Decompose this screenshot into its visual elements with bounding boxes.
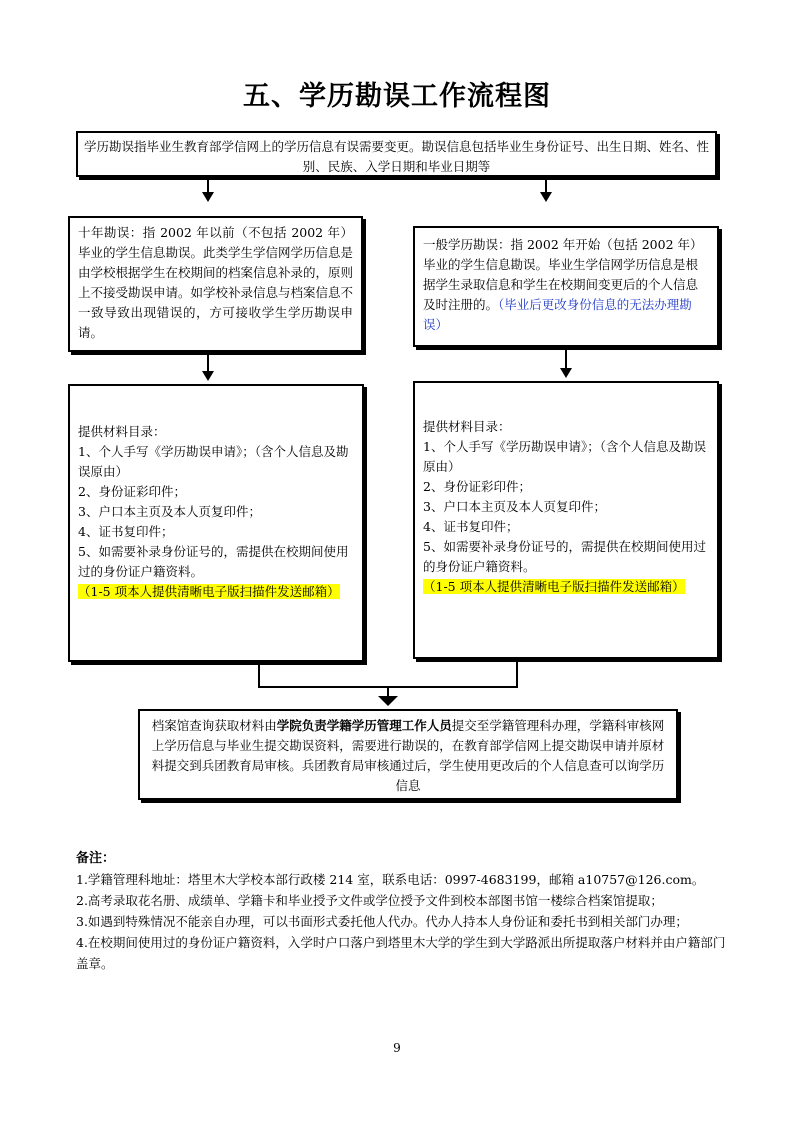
note-item: 4.在校期间使用过的身份证户籍资料，入学时户口落户到塔里木大学的学生到大学路派出所提取落户材料并由户籍部门盖章。	[76, 935, 726, 971]
material-item: 1、个人手写《学历勘误申请》；（含个人信息及勘误原由）	[423, 439, 706, 474]
general-correction-note: （毕业后更改身份信息的无法办理勘误）	[423, 297, 692, 332]
material-item: 3、户口本主页及本人页复印件；	[78, 504, 261, 519]
page-title: 五、学历勘误工作流程图	[243, 81, 551, 112]
definition-box	[76, 131, 717, 177]
connector-line	[565, 349, 567, 369]
material-item: 5、如需要补录身份证号的，需提供在校期间使用过的身份证户籍资料。	[78, 544, 349, 579]
connector-line	[207, 354, 209, 372]
notes-title: 备注：	[76, 851, 116, 866]
page-number: 9	[393, 1041, 401, 1055]
connector-line	[545, 179, 547, 193]
materials-box-right	[413, 381, 719, 659]
arrow-down-icon	[560, 368, 572, 378]
materials-heading: 提供材料目录：	[423, 419, 511, 434]
connector-line	[258, 664, 260, 688]
notes-section	[76, 848, 726, 974]
process-text-suffix: 提交至学籍管理科办理，学籍科审核网上学历信息与毕业生提交勘误资料，需要进行勘误的，在教育部学信网上提交勘误申请并原材料提交到兵团教育局审核。兵团教育局审核通过后，学生使用更改后的个人信息查可以询学历信息	[151, 718, 665, 793]
material-item: 4、证书复印件；	[78, 524, 174, 539]
material-item: 2、身份证彩印件；	[78, 484, 186, 499]
connector-line	[207, 179, 209, 193]
general-correction-text: 一般学历勘误：指 2002 年开始（包括 2002 年）毕业的学生信息勘误。毕业生学信网学历信息是根据学生录取信息和学生在校期间变更后的个人信息及时注册的。	[423, 237, 703, 312]
note-item: 1.学籍管理科地址：塔里木大学校本部行政楼 214 室，联系电话：0997-4683199，邮箱 a10757@126.com。	[76, 872, 705, 887]
connector-line	[516, 661, 518, 688]
process-text-prefix: 档案馆查询获取材料由	[151, 718, 277, 733]
scan-email-highlight: （1-5 项本人提供清晰电子版扫描件发送邮箱）	[423, 579, 685, 594]
process-text-responsible: 学院负责学籍学历管理工作人员	[276, 718, 452, 733]
arrow-down-icon	[202, 371, 214, 381]
material-item: 1、个人手写《学历勘误申请》；（含个人信息及勘误原由）	[78, 444, 349, 479]
material-item: 2、身份证彩印件；	[423, 479, 531, 494]
ten-year-correction-box	[68, 216, 363, 352]
scan-email-highlight: （1-5 项本人提供清晰电子版扫描件发送邮箱）	[78, 584, 340, 599]
material-item: 4、证书复印件；	[423, 519, 519, 534]
note-item: 3.如遇到特殊情况不能亲自办理，可以书面形式委托他人代办。代办人持本人身份证和委托书到相关部门办理；	[76, 914, 688, 929]
process-box	[138, 709, 678, 800]
material-item: 3、户口本主页及本人页复印件；	[423, 499, 606, 514]
materials-box-left	[68, 384, 364, 662]
note-item: 2.高考录取花名册、成绩单、学籍卡和毕业授予文件或学位授予文件到校本部图书馆一楼综合档案馆提取；	[76, 893, 663, 908]
material-item: 5、如需要补录身份证号的，需提供在校期间使用过的身份证户籍资料。	[423, 539, 706, 574]
arrow-down-icon	[540, 192, 552, 202]
materials-heading: 提供材料目录：	[78, 424, 166, 439]
arrow-down-icon	[378, 696, 398, 706]
arrow-down-icon	[202, 192, 214, 202]
ten-year-correction-text: 十年勘误：指 2002 年以前（不包括 2002 年）毕业的学生信息勘误。此类学生学信网学历信息是由学校根据学生在校期间的档案信息补录的，原则上不接受勘误申请。如学校补录信息与档案信息不一致导致出现错误的，方可接收学生学历勘误申请。	[78, 225, 354, 340]
general-correction-box	[413, 226, 719, 347]
definition-text: 学历勘误指毕业生教育部学信网上的学历信息有误需要变更。勘误信息包括毕业生身份证号、出生日期、姓名、性别、民族、入学日期和毕业日期等	[83, 139, 709, 174]
